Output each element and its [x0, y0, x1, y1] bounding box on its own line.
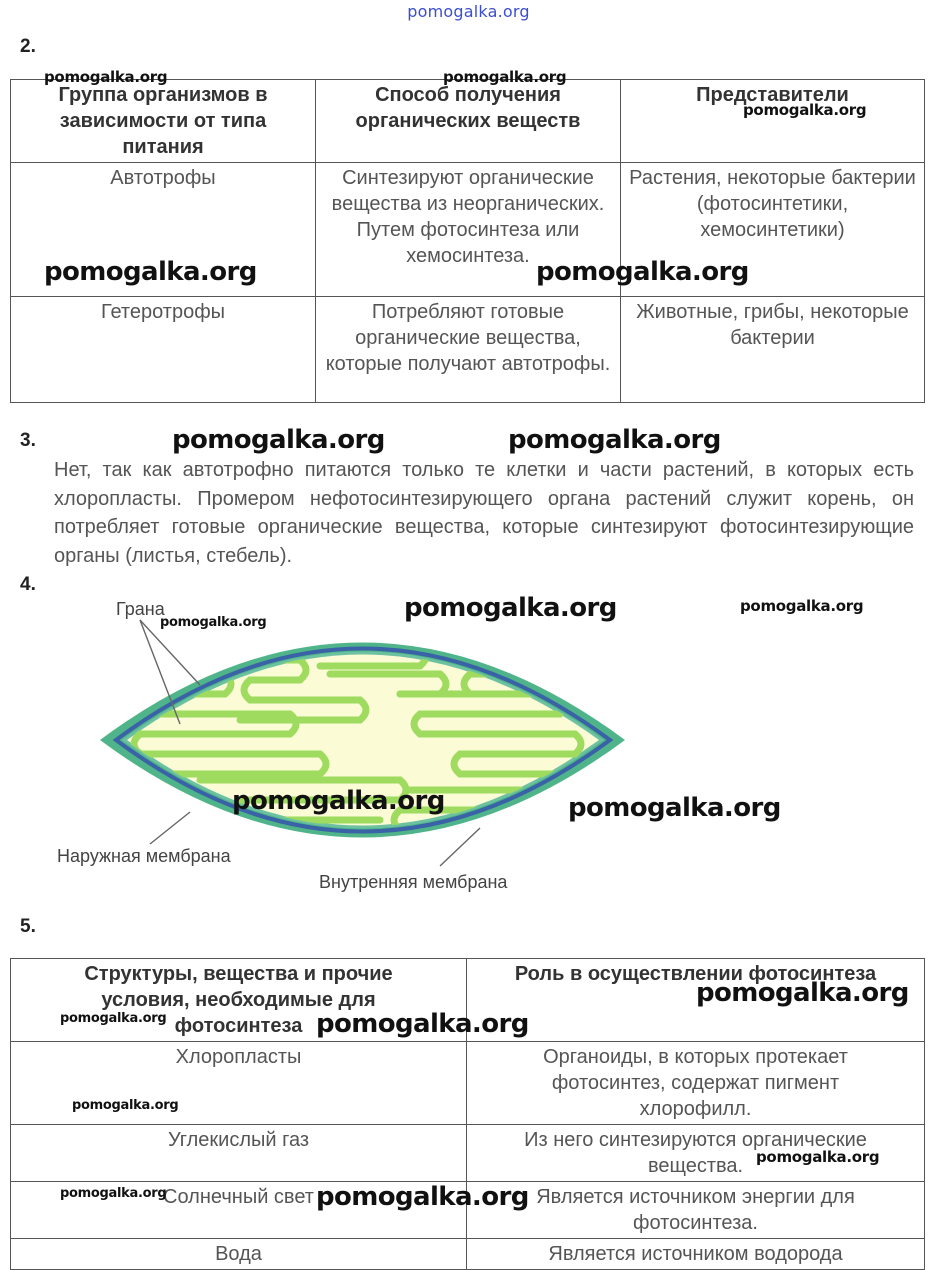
table-header: Способ получения органических веществ: [316, 80, 621, 163]
watermark: pomogalka.org: [60, 1011, 167, 1026]
table-cell: Гетеротрофы: [11, 297, 316, 403]
table-cell: Синтезируют органические вещества из неорганических. Путем фотосинтеза или хемосинтеза.: [316, 163, 621, 297]
table-row: [11, 1239, 925, 1270]
table-cell: Хлоропласты: [11, 1042, 467, 1125]
watermark: pomogalka.org: [756, 1148, 880, 1166]
grana-label: Грана: [116, 599, 165, 619]
table-cell: Является источником водорода: [467, 1239, 925, 1270]
watermark: pomogalka.org: [44, 68, 168, 86]
table-cell: Автотрофы: [11, 163, 316, 297]
watermark: pomogalka.org: [740, 597, 864, 615]
watermark: pomogalka.org: [172, 425, 385, 455]
inner-membrane-label: Внутренняя мембрана: [319, 872, 508, 892]
watermark: pomogalka.org: [743, 101, 867, 119]
table-cell: Из него синтезируются органические вещества.: [467, 1125, 925, 1182]
watermark: pomogalka.org: [508, 425, 721, 455]
site-header: pomogalka.org: [407, 2, 530, 21]
task-3-answer: Нет, так как автотрофно питаются только те клетки и части растений, в которых есть хлоропласты. Промером нефотосинтезирующего органа растений служит корень, он потребляет готовые органические вещества, которые синтезируют фотосинтезирующие органы (листья, стебель).: [54, 459, 914, 567]
task-5-number: 5.: [20, 916, 36, 937]
table-cell: Животные, грибы, некоторые бактерии: [621, 297, 925, 403]
table-cell: Солнечный свет: [11, 1182, 467, 1239]
watermark: pomogalka.org: [568, 793, 781, 823]
watermark: pomogalka.org: [232, 786, 445, 816]
watermark: pomogalka.org: [316, 1182, 529, 1212]
table-row: [11, 297, 925, 403]
watermark: pomogalka.org: [696, 978, 909, 1008]
table-header: Группа организмов в зависимости от типа питания: [11, 80, 316, 163]
outer-membrane-label: Наружная мембрана: [57, 846, 231, 866]
thylakoid: [300, 840, 426, 856]
watermark: pomogalka.org: [160, 615, 267, 630]
table-header: Роль в осуществлении фотосинтеза: [467, 959, 925, 1042]
watermark: pomogalka.org: [443, 68, 567, 86]
outer-membrane-pointer: [150, 812, 190, 844]
watermark: pomogalka.org: [536, 257, 749, 287]
table-cell: Потребляют готовые органические вещества, которые получают автотрофы.: [316, 297, 621, 403]
watermark: pomogalka.org: [44, 257, 257, 287]
task-2-table: [10, 79, 925, 403]
table-cell: Вода: [11, 1239, 467, 1270]
task-3-number: 3.: [20, 430, 36, 451]
task-4-number: 4.: [20, 574, 36, 595]
task-2-number: 2.: [20, 36, 36, 57]
watermark: pomogalka.org: [60, 1186, 167, 1201]
watermark: pomogalka.org: [316, 1009, 529, 1039]
table-header: Структуры, вещества и прочие условия, необходимые для фотосинтеза: [11, 959, 467, 1042]
watermark: pomogalka.org: [404, 593, 617, 623]
table-cell: Углекислый газ: [11, 1125, 467, 1182]
table-cell: Растения, некоторые бактерии (фотосинтетики, хемосинтетики): [621, 163, 925, 297]
watermark: pomogalka.org: [72, 1098, 179, 1113]
table-cell: Органоиды, в которых протекает фотосинтез, содержат пигмент хлорофилл.: [467, 1042, 925, 1125]
inner-membrane-pointer: [440, 828, 480, 866]
table-cell: Является источником энергии для фотосинтеза.: [467, 1182, 925, 1239]
table-header: Представители: [621, 80, 925, 163]
